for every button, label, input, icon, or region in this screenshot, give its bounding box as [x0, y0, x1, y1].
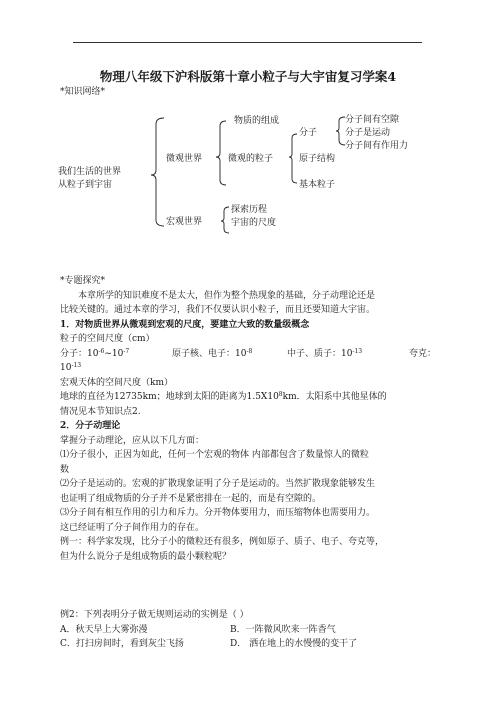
composition-label: 物质的组成	[234, 116, 280, 126]
nucleus-scale-label: 原子核、电子：10	[172, 348, 247, 359]
molecule-label: 分子	[299, 128, 318, 138]
quark-scale-value	[60, 361, 436, 376]
earth-line-2: 情况见本节知识点2.	[60, 406, 141, 417]
universe-scale-label: 宇宙的尺度	[231, 218, 277, 228]
micro-world-label: 微观世界	[166, 154, 203, 164]
example-1-line-1: 例一：科学家发现，比分子小的微粒还有很多，例如原子、质子、电子、夸克等，	[60, 537, 385, 547]
point-3-line-1: ⑶分子间有相互作用的引力和斥力。分开物体要用力，而压缩物体也需要用力。	[60, 508, 376, 518]
neutron-scale	[287, 347, 362, 362]
particles-brace	[289, 134, 297, 183]
option-b: B．一阵微风吹来一阵香气	[230, 624, 336, 635]
molecule-scale-dash: ~10	[104, 348, 124, 359]
knowledge-network-heading: *知识网络*	[60, 87, 106, 97]
atom-structure-label: 原子结构	[299, 154, 336, 164]
point-1-line-2: 数	[60, 464, 70, 475]
earth-line-1	[60, 390, 436, 405]
option-a: A．秋天早上大雾弥漫	[60, 624, 148, 635]
molecule-scale	[60, 347, 129, 362]
molecule-item-force: 分子间有作用力	[345, 141, 409, 151]
example-2-row-cd	[60, 637, 436, 652]
micro-particles-label: 微观的粒子	[228, 154, 274, 164]
molecule-item-gap: 分子间有空隙	[345, 115, 400, 125]
point-2-line-2: 也证明了组成物质的分子并不是紧密排在一起的，而是有空隙的。	[60, 493, 322, 504]
earth-line-exp: 8	[278, 391, 283, 398]
section-2-intro: 掌握分子动理论，应从以下几方面：	[60, 435, 205, 446]
nucleus-scale-exp: -8	[246, 347, 253, 355]
intro-line-2: 比较关键的。通过本章的学习，我们不仅要认识小粒子，而且还要知道大宇宙。	[60, 305, 376, 315]
macro-brace	[221, 207, 229, 233]
micro-scale-label: 粒子的空间尺度（cm）	[60, 334, 155, 344]
molecule-brace	[336, 117, 345, 145]
point-2-line-1: ⑵分子是运动的。宏观的扩散现象证明了分子是运动的。当然扩散现象能够发生	[60, 479, 376, 489]
basic-particle-label: 基本粒子	[299, 180, 336, 190]
molecule-scale-exp1: -6	[98, 347, 105, 355]
point-1-line-1: ⑴分子很小，正因为如此，任何一个宏观的物体 内部都包含了数量惊人的微粒	[60, 450, 369, 460]
option-d: D． 洒在地上的水慢慢的变干了	[230, 639, 358, 649]
section-2-title: 2．分子动理论	[60, 421, 121, 431]
micro-scale-values	[60, 347, 436, 362]
example-2	[60, 608, 436, 652]
earth-line-1b: km．太阳系中其他星体的	[282, 392, 387, 402]
molecule-scale-exp2: -7	[123, 347, 130, 355]
section-1-title: 1．对物质世界从微观到宏观的尺度，要建立大致的数量级概念	[60, 319, 310, 330]
page-title: 物理八年级下沪科版第十章小粒子与大宇宙复习学案4	[99, 69, 397, 84]
root-label-line2: 从粒子到宇宙	[58, 180, 113, 190]
explore-history-label: 探索历程	[231, 205, 268, 215]
quark-scale-exp: -13	[71, 362, 82, 369]
neutron-scale-label: 中子、质子：10	[287, 348, 353, 359]
nucleus-scale	[172, 347, 252, 362]
point-3-line-2: 这已经证明了分子间作用力的存在。	[60, 522, 205, 533]
earth-line-1a: 地球的直径为12735km；地球到太阳的距离为1.5X10	[60, 392, 279, 402]
example-1-line-2: 但为什么说分子是组成物质的最小颗粒呢？	[60, 551, 232, 562]
macro-world-label: 宏观世界	[166, 217, 203, 227]
example-2-row-ab	[60, 623, 436, 638]
option-c: C．打扫房间时，看到灰尘飞扬	[60, 639, 184, 649]
root-label-line1: 我们生活的世界	[58, 167, 122, 177]
quark-scale-num: 10	[60, 363, 72, 373]
topic-heading: *专题探究*	[60, 276, 106, 286]
molecule-item-motion: 分子是运动	[345, 128, 391, 138]
intro-line-1: 本章所学的知识难度不是太大，但作为整个热现象的基础，分子动理论还是	[78, 290, 376, 301]
topic-section	[60, 274, 436, 564]
neutron-scale-exp: -13	[352, 347, 363, 355]
macro-scale-label: 宏观天体的空间尺度（km）	[60, 377, 173, 388]
quark-scale-label: 夸克：	[409, 348, 437, 359]
micro-brace	[216, 121, 226, 185]
example-2-question: 例2：下列表明分子做无规则运动的实例是（ ）	[60, 610, 249, 620]
molecule-scale-label: 分子：10	[60, 348, 99, 359]
root-brace	[151, 118, 164, 226]
